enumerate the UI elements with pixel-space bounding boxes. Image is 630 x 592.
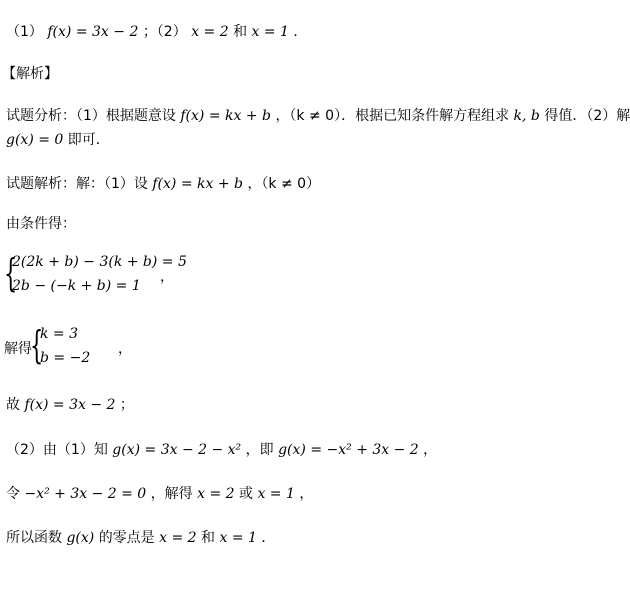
analysis-fx: f(x) = kx + b: [180, 108, 271, 124]
solution-given: 由条件得：: [6, 216, 76, 232]
p2-g1: g(x) = 3x − 2 − x²: [112, 442, 242, 458]
so-expr: f(x) = 3x − 2: [24, 397, 116, 413]
system2-row1: k = 3: [40, 326, 79, 342]
so-end: ；: [119, 397, 134, 413]
equation-system-1: [4, 252, 264, 300]
eq-root-2: x = 1: [257, 486, 295, 502]
concl-end: ．: [261, 530, 276, 546]
analysis-kb: k, b: [513, 108, 540, 124]
p2-g2: g(x) = −x² + 3x − 2: [278, 442, 419, 458]
system2-end: ，: [118, 341, 132, 357]
solution-conclusion: [6, 528, 275, 548]
eq-or: 或: [239, 486, 253, 502]
eq-expr: −x² + 3x − 2 = 0: [24, 486, 147, 502]
answer-separator: ；（2）: [142, 24, 187, 40]
solution-condition: ，（k ≠ 0）: [247, 176, 321, 192]
so-label: 故: [6, 397, 20, 413]
analysis-g-expr: g(x) = 0: [6, 132, 64, 148]
answer-part2-and: 和: [233, 24, 248, 40]
system1-row2: 2b − (−k + b) = 1: [12, 278, 141, 294]
eq-end: ，: [299, 486, 314, 502]
system1-row1: 2(2k + b) − 3(k + b) = 5: [12, 254, 187, 270]
solution-fx: f(x) = kx + b: [152, 176, 243, 192]
concl-root-1: x = 2: [159, 530, 197, 546]
concl-lead: 所以函数: [6, 530, 62, 546]
system2-row2: b = −2: [40, 350, 91, 366]
solution-line-1: [6, 174, 320, 194]
equation-system-2: [4, 324, 164, 372]
answer-part2-expr2: x = 1: [251, 24, 289, 40]
solution-result-1: [6, 395, 134, 415]
p2-end: ，: [423, 442, 438, 458]
concl-root-2: x = 1: [219, 530, 257, 546]
left-brace: {: [4, 251, 18, 295]
analysis-heading: 【解析】: [2, 66, 58, 82]
analysis-line-1: [6, 106, 630, 126]
analysis-lead: 试题分析：（1）根据题意设: [6, 108, 176, 124]
concl-g: g(x): [66, 530, 95, 546]
answer-part2-expr1: x = 2: [191, 24, 229, 40]
answer-part1-label: （1）: [6, 24, 43, 40]
analysis-line2-tail: 即可．: [67, 132, 110, 148]
analysis-line-2: [6, 130, 110, 150]
answer-part1-expr: f(x) = 3x − 2: [47, 24, 139, 40]
left-brace: {: [30, 323, 44, 367]
analysis-condition: ，（k ≠ 0）．根据已知条件解方程组求: [275, 108, 510, 124]
eq-lead: 令: [6, 486, 20, 502]
answer-line: [6, 22, 307, 42]
analysis-tail: 得值．（2）解: [544, 108, 630, 124]
solution-equation-line: [6, 484, 313, 504]
eq-mid: ，解得: [150, 486, 193, 502]
concl-mid: 的零点是: [98, 530, 155, 546]
solution-part2-line: [6, 440, 437, 460]
p2-lead: （2）由（1）知: [6, 442, 108, 458]
concl-and: 和: [201, 530, 216, 546]
p2-mid: ，即: [245, 442, 274, 458]
eq-root-1: x = 2: [197, 486, 235, 502]
system1-end: ，: [160, 269, 174, 285]
answer-end: ．: [293, 24, 308, 40]
solve-label: 解得: [4, 341, 32, 357]
solution-lead: 试题解析：解：（1）设: [6, 176, 148, 192]
